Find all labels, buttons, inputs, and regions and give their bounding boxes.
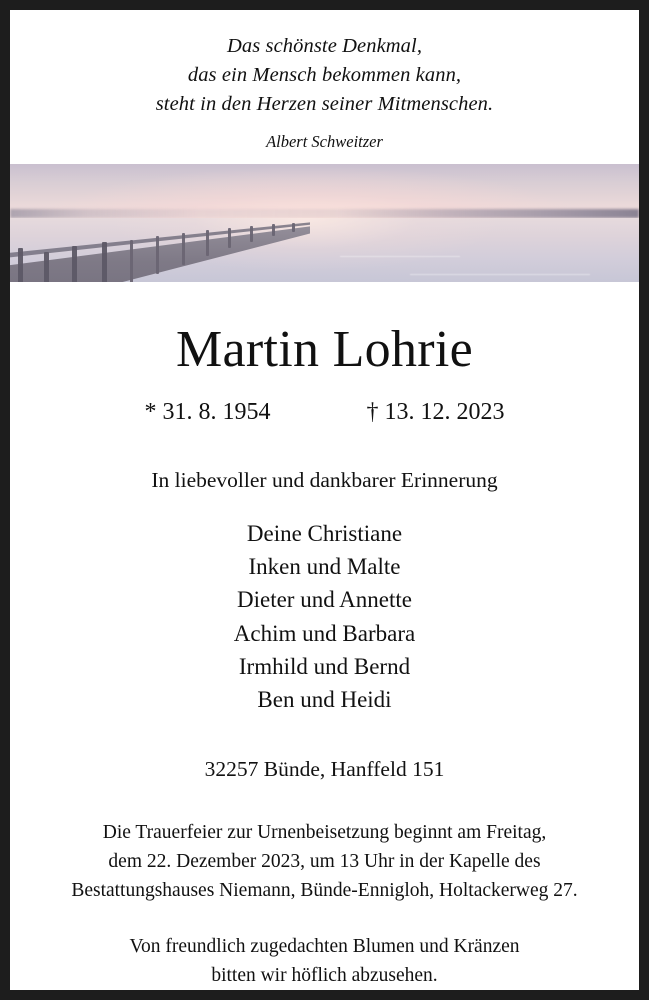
list-item: Achim und Barbara — [233, 620, 416, 646]
pier-post — [44, 252, 49, 281]
ripple — [340, 256, 460, 257]
pier-post — [18, 248, 23, 281]
ripple — [410, 274, 590, 275]
pier-post — [292, 223, 295, 232]
address-text: 32257 Bünde, Hanffeld 151 — [204, 756, 445, 781]
quote-line-3: steht in den Herzen seiner Mitmenschen. — [155, 93, 494, 116]
flowers-line-2: bitten wir höflich abzusehen. — [211, 964, 438, 986]
wooden-pier — [10, 216, 330, 281]
pier-post — [72, 246, 77, 281]
family-list — [234, 517, 415, 717]
flowers-request — [129, 932, 519, 991]
pier-post — [182, 233, 185, 265]
list-item: Irmhild und Bernd — [238, 654, 411, 680]
page-title: Martin Lohrie — [175, 320, 474, 378]
pier-post — [272, 224, 275, 236]
quote-block — [10, 10, 639, 164]
birth-date: * 31. 8. 1954 — [144, 398, 271, 425]
pier-post — [228, 228, 231, 248]
list-item: Dieter und Annette — [236, 587, 412, 613]
quote-line-2: das ein Mensch bekommen kann, — [187, 64, 462, 87]
list-item: Ben und Heidi — [257, 687, 392, 713]
pier-lake-photo — [10, 164, 639, 281]
flowers-line-1: Von freundlich zugedachten Blumen und Kränzen — [129, 935, 520, 957]
pier-post — [250, 226, 253, 242]
pier-post — [130, 240, 133, 281]
pier-post — [156, 236, 159, 274]
ceremony-line-1: Die Trauerfeier zur Urnenbeisetzung beginnt am Freitag, — [102, 821, 547, 843]
ceremony-details — [71, 818, 577, 906]
pier-post — [102, 242, 107, 281]
quote-author: Albert Schweitzer — [266, 132, 383, 152]
list-item: Inken und Malte — [248, 554, 401, 580]
list-item: Deine Christiane — [246, 520, 403, 546]
memoriam-text: In liebevoller und dankbarer Erinnerung — [151, 467, 498, 492]
ceremony-line-2: dem 22. Dezember 2023, um 13 Uhr in der Kapelle des — [108, 851, 541, 872]
life-dates — [145, 399, 505, 426]
ceremony-line-3: Bestattungshauses Niemann, Bünde-Ennigloh, Holtackerweg 27. — [71, 880, 578, 902]
pier-deck — [10, 226, 310, 281]
pier-post — [206, 230, 209, 256]
death-date: † 13. 12. 2023 — [366, 398, 505, 425]
quote-line-1: Das schönste Denkmal, — [226, 35, 423, 57]
